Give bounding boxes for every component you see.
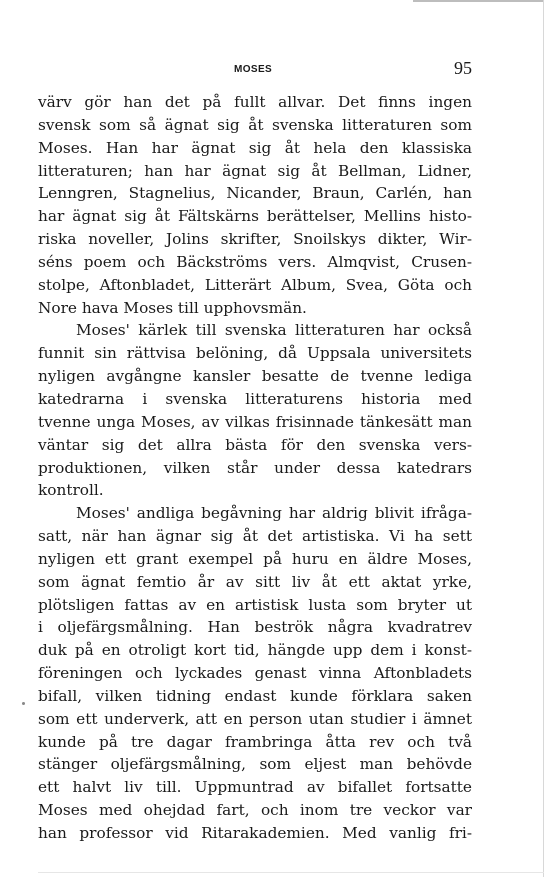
text-line: som ägnat femtio år av sitt liv åt ett aktat yrke, [38, 572, 472, 591]
margin-speck [22, 702, 25, 705]
text-line: nyligen ett grant exempel på huru en äldre Moses, [38, 549, 472, 568]
text-line: bifall, vilken tidning endast kunde förklara saken [38, 686, 472, 705]
page-header [38, 58, 472, 82]
text-line: har ägnat sig åt Fältskärns berättelser, Mellins histo- [38, 207, 472, 226]
text-line: kontroll. [38, 481, 104, 500]
text-line: tvenne unga Moses, av vilkas frisinnade tänkesätt man [38, 412, 472, 431]
text-line: riska noveller, Jolins skrifter, Snoilskys dikter, Wir- [38, 230, 472, 249]
text-line: Nore hava Moses till upphovsmän. [38, 298, 307, 317]
text-line: som ett underverk, att en person utan studier i ämnet [38, 709, 472, 728]
text-line: séns poem och Bäckströms vers. Almqvist, Crusen- [38, 252, 472, 271]
text-line: Moses med ohejdad fart, och inom tre veckor var [38, 801, 472, 820]
text-line: plötsligen fattas av en artistisk lusta som bryter ut [38, 595, 472, 614]
text-line: i oljefärgsmålning. Han beströk några kvadratrev [38, 618, 472, 637]
paragraph-first-line: Moses' andliga begåvning har aldrig blivit ifråga- [76, 504, 472, 523]
text-line: satt, när han ägnar sig åt det artistiska. Vi ha sett [38, 527, 472, 546]
text-line: värv gör han det på fullt allvar. Det finns ingen [38, 93, 472, 111]
text-line: katedrarna i svenska litteraturens historia med [38, 389, 472, 408]
text-line: litteraturen; han har ägnat sig åt Bellman, Lidner, [38, 161, 472, 180]
text-line: funnit sin rättvisa belöning, då Uppsala universitets [38, 344, 472, 363]
text-line: föreningen och lyckades genast vinna Aftonbladets [38, 664, 472, 683]
text-line: väntar sig det allra bästa för den svenska vers- [38, 435, 472, 454]
body-text [38, 91, 472, 845]
text-line: han professor vid Ritarakademien. Med vanlig fri- [38, 824, 472, 842]
paragraph-first-line: Moses' kärlek till svenska litteraturen har också [76, 321, 472, 340]
text-line: kunde på tre dagar frambringa åtta rev och två [38, 732, 472, 751]
page-number: 95 [454, 58, 472, 78]
text-line: Lenngren, Stagnelius, Nicander, Braun, Carlén, han [38, 184, 472, 203]
text-line: stänger oljefärgsmålning, som eljest man behövde [38, 755, 472, 774]
text-line: stolpe, Aftonbladet, Litterärt Album, Svea, Göta och [38, 275, 472, 294]
text-line: produktionen, vilken står under dessa katedrars [38, 458, 472, 477]
text-line: ett halvt liv till. Uppmuntrad av bifallet fortsatte [38, 778, 472, 797]
text-line: Moses. Han har ägnat sig åt hela den klassiska [38, 138, 472, 157]
bottom-edge-rule [38, 872, 544, 873]
top-edge-rule [413, 0, 543, 2]
text-line: svensk som så ägnat sig åt svenska litteraturen som [38, 115, 472, 134]
text-line: duk på en otroligt kort tid, hängde upp dem i konst- [38, 641, 472, 660]
text-line: nyligen avgångne kansler besatte de tvenne lediga [38, 367, 472, 386]
running-head: MOSES [234, 64, 273, 75]
